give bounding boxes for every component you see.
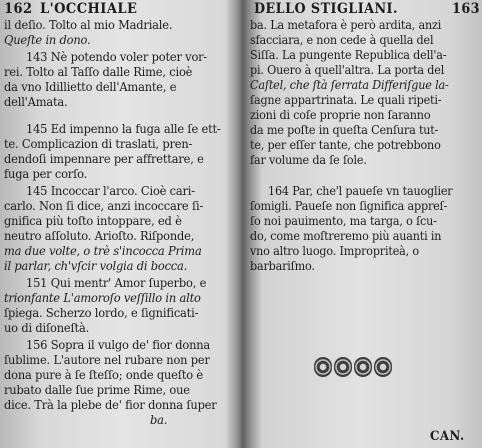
text-line: 164 Par, che'l paueſe vn tauoglier [268,184,453,198]
text-line: Queſte in dono. [4,33,91,47]
text-line: vno altro luogo. Impropriteà, o [250,244,419,258]
text-line: ſublime. L'autore nel rubare non per [4,353,210,367]
text-line: ſagne appartrinata. Le quali ripeti- [250,93,442,107]
left-page [0,0,238,448]
text-line: ma due volte, o trè s'incocca Prima [4,244,202,258]
left-running-head: L'OCCHIALE [40,1,138,17]
text-line: far volume da ſe ſole. [250,153,367,167]
text-line: ſo noi pauimento, ma targa, o ſcu- [250,214,437,228]
text-line: dice. Trà la plebe de' fior donna ſuper [4,398,217,412]
text-line: il deſio. Tolto al mio Madriale. [4,18,173,32]
fleuron-icon [334,357,352,377]
text-line: zioni di coſe proprie non ſaranno [250,108,431,122]
text-line: uo di diſoneſtà. [4,321,90,335]
text-line: do, come moſtreremo più auanti in [250,229,442,243]
text-line: rubato dalle ſue prime Rime, oue [4,383,190,397]
text-line: gnifica più toſto intoppare, ed è [4,214,182,228]
fleuron-icon [354,357,372,377]
text-line: ſpiega. Scherzo lordo, e ſignificati- [4,306,199,320]
right-page [246,0,482,448]
text-line: da vno Idillietto dell'Amante, e [4,80,177,94]
text-line: dendoſi impennare per affrettare, e [4,152,204,166]
text-line: 145 Ed impenno la fuga alle ſe ett- [26,122,221,136]
text-line: Siſſa. La pungente Republica dell'a- [250,48,447,62]
text-line: Caſtel, che ſtà ſerrata Differiſgue la- [250,78,449,92]
text-line: 145 Incoccar l'arco. Cioè cari- [26,184,195,198]
text-line: dona pure à ſe ſteſſo; onde queſto è [4,368,203,382]
text-line: ba. [150,413,168,427]
text-line: ba. La metafora è però ardita, anzi [250,18,442,32]
text-line: carlo. Non ſi dice, anzi incoccare ſi- [4,199,204,213]
text-line: rei. Tolto al Taſſo dalle Rime, cioè [4,65,193,79]
text-line: il parlar, ch'vſcir volgia di bocca. [4,259,188,273]
text-line: pi. Ouero à quell'altra. La porta del [250,63,445,77]
text-line: 143 Nè potendo voler poter vor- [26,50,208,64]
text-line: te. Complicazion di traslati, pren- [4,137,193,151]
fleuron-icon [314,357,332,377]
text-line: 151 Qui mentr' Amor ſuperbo, e [26,276,207,290]
text-line: te, per eſſer tante, che potrebbono [250,138,441,152]
text-line: barbariſmo. [250,259,315,273]
text-line: ſomigli. Paueſe non ſignifica appreſ- [250,199,448,213]
right-running-head: DELLO STIGLIANI. [254,1,398,17]
catchword: CAN. [430,429,465,444]
text-line: fuga per corſo. [4,167,88,181]
text-line: neutro aſſoluto. Arioſto. Riſponde, [4,229,195,243]
text-line: trionfante L'amoroſo veſſillo in alto [4,291,201,305]
text-line: sfacciara, e non cede à quella del [250,33,434,47]
ornament-fleuron [314,357,394,379]
right-page-number: 163 [452,1,480,17]
text-line: dell'Amata. [4,95,68,109]
fleuron-icon [374,357,392,377]
text-line: da me poſte in queſta Cenſura tut- [250,123,439,137]
left-page-number: 162 [4,1,33,17]
text-line: 156 Sopra il vulgo de' fior donna [26,338,211,352]
